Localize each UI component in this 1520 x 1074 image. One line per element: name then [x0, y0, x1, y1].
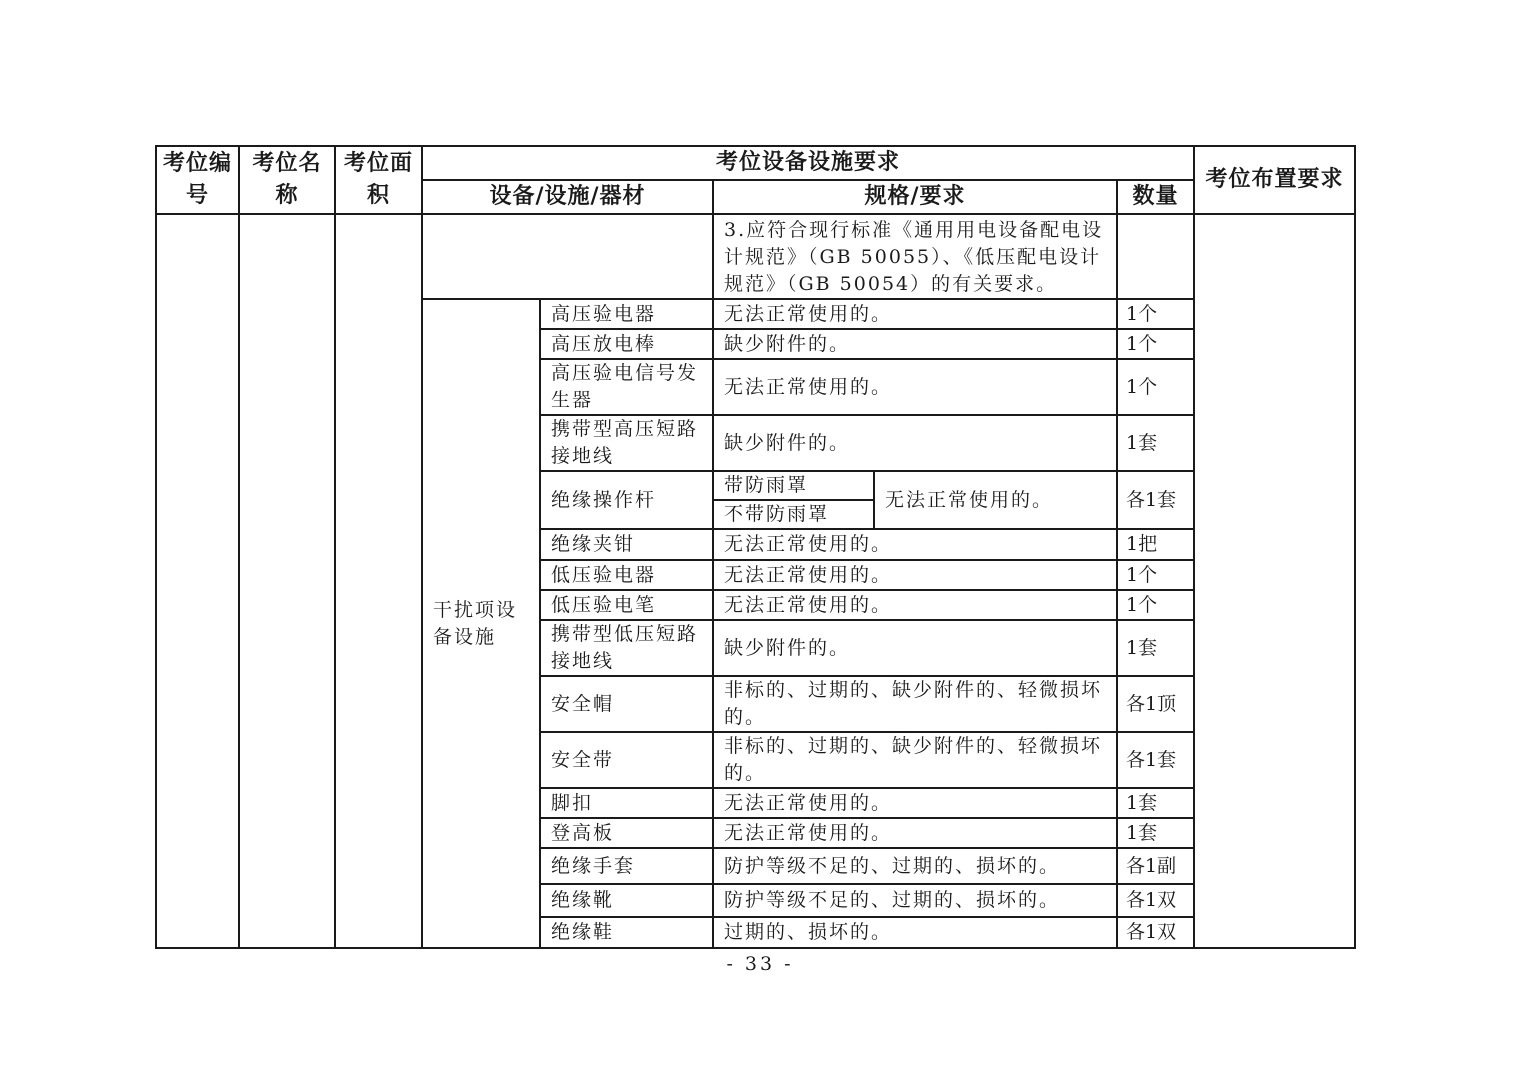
- header-spec: 规格/要求: [713, 180, 1117, 214]
- item-qty: 1个: [1117, 590, 1194, 620]
- cell-qty-blank: [1117, 214, 1194, 299]
- item-name: 绝缘夹钳: [540, 529, 713, 560]
- item-name: 绝缘鞋: [540, 917, 713, 948]
- item-qty: 1套: [1117, 620, 1194, 676]
- item-spec: 无法正常使用的。: [713, 359, 1117, 415]
- item-name: 安全带: [540, 732, 713, 788]
- cell-exam-id: [156, 214, 239, 948]
- item-name: 高压验电信号发生器: [540, 359, 713, 415]
- item-name: 绝缘操作杆: [540, 471, 713, 529]
- item-qty: 1个: [1117, 359, 1194, 415]
- item-spec: 非标的、过期的、缺少附件的、轻微损坏的。: [713, 732, 1117, 788]
- item-name: 登高板: [540, 818, 713, 848]
- item-name: 脚扣: [540, 788, 713, 818]
- item-spec: 无法正常使用的。: [713, 529, 1117, 560]
- item-qty: 1个: [1117, 560, 1194, 590]
- header-equipment: 设备/设施/器材: [422, 180, 713, 214]
- item-qty: 各1套: [1117, 471, 1194, 529]
- item-name: 低压验电器: [540, 560, 713, 590]
- header-layout-requirements: 考位布置要求: [1194, 146, 1355, 214]
- item-name: 绝缘靴: [540, 884, 713, 917]
- item-name: 高压验电器: [540, 299, 713, 329]
- item-qty: 各1套: [1117, 732, 1194, 788]
- item-spec: 缺少附件的。: [713, 620, 1117, 676]
- item-subtype: 带防雨罩: [713, 471, 874, 500]
- header-quantity: 数量: [1117, 180, 1194, 214]
- page-number: - 33 -: [726, 953, 794, 975]
- item-subtype: 不带防雨罩: [713, 500, 874, 529]
- item-spec: 无法正常使用的。: [713, 818, 1117, 848]
- item-name: 携带型低压短路接地线: [540, 620, 713, 676]
- item-spec: 无法正常使用的。: [713, 299, 1117, 329]
- item-qty: 各1双: [1117, 884, 1194, 917]
- header-equipment-requirements: 考位设备设施要求: [422, 146, 1194, 180]
- spec-standards-note: 3.应符合现行标准《通用用电设备配电设计规范》（GB 50055）、《低压配电设计规范》（GB 50054）的有关要求。: [713, 214, 1117, 299]
- header-exam-name: 考位名称: [239, 146, 335, 214]
- category-distractor-equipment: 干扰项设备设施: [422, 299, 540, 948]
- item-spec: 无法正常使用的。: [713, 590, 1117, 620]
- item-qty: 各1顶: [1117, 676, 1194, 732]
- item-name: 绝缘手套: [540, 848, 713, 884]
- item-spec: 无法正常使用的。: [713, 560, 1117, 590]
- item-name: 携带型高压短路接地线: [540, 415, 713, 471]
- item-qty: 各1副: [1117, 848, 1194, 884]
- item-spec: 防护等级不足的、过期的、损坏的。: [713, 884, 1117, 917]
- cell-equipment-blank: [422, 214, 713, 299]
- header-exam-id: 考位编号: [156, 146, 239, 214]
- item-spec: 缺少附件的。: [713, 329, 1117, 359]
- cell-exam-area: [335, 214, 422, 948]
- item-spec: 无法正常使用的。: [713, 788, 1117, 818]
- item-name: 高压放电棒: [540, 329, 713, 359]
- cell-layout-blank: [1194, 214, 1355, 948]
- equipment-requirements-table: [155, 145, 1356, 949]
- item-spec: 无法正常使用的。: [874, 471, 1117, 529]
- item-qty: 1套: [1117, 788, 1194, 818]
- item-spec: 缺少附件的。: [713, 415, 1117, 471]
- item-spec: 防护等级不足的、过期的、损坏的。: [713, 848, 1117, 884]
- item-qty: 各1双: [1117, 917, 1194, 948]
- item-spec: 过期的、损坏的。: [713, 917, 1117, 948]
- item-qty: 1套: [1117, 415, 1194, 471]
- item-name: 低压验电笔: [540, 590, 713, 620]
- item-qty: 1个: [1117, 299, 1194, 329]
- cell-exam-name: [239, 214, 335, 948]
- item-name: 安全帽: [540, 676, 713, 732]
- item-qty: 1个: [1117, 329, 1194, 359]
- item-qty: 1把: [1117, 529, 1194, 560]
- item-spec: 非标的、过期的、缺少附件的、轻微损坏的。: [713, 676, 1117, 732]
- header-exam-area: 考位面积: [335, 146, 422, 214]
- item-qty: 1套: [1117, 818, 1194, 848]
